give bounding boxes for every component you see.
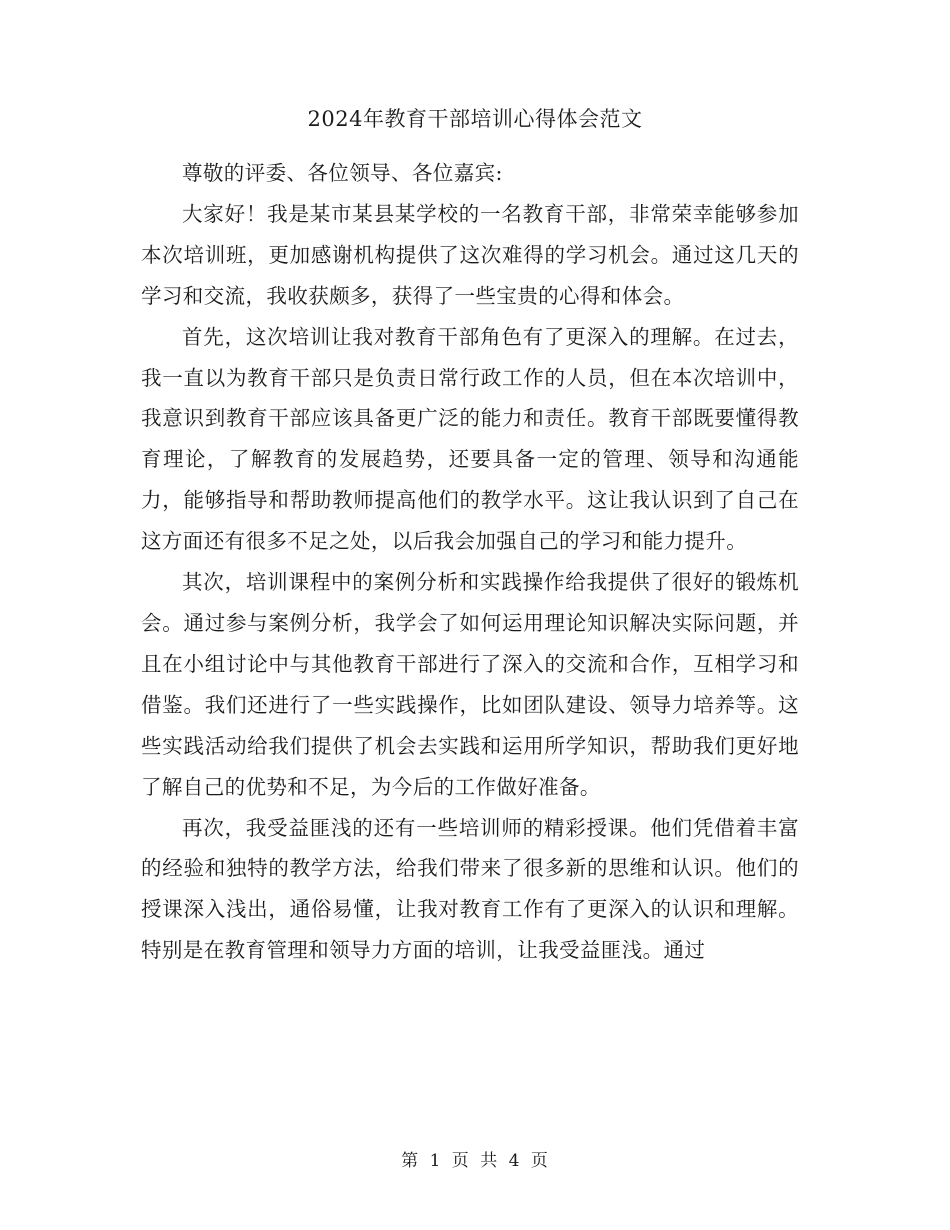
document-body	[141, 153, 799, 971]
paragraph: 再次，我受益匪浅的还有一些培训师的精彩授课。他们凭借着丰富的经验和独特的教学方法，给我们带来了很多新的思维和认识。他们的授课深入浅出，通俗易懂，让我对教育工作有了更深入的认识和理解。特别是在教育管理和领导力方面的培训，让我受益匪浅。通过	[141, 815, 799, 963]
paragraph: 首先，这次培训让我对教育干部角色有了更深入的理解。在过去，我一直以为教育干部只是负责日常行政工作的人员，但在本次培训中，我意识到教育干部应该具备更广泛的能力和责任。教育干部既要懂得教育理论，了解教育的发展趋势，还要具备一定的管理、领导和沟通能力，能够指导和帮助教师提高他们的教学水平。这让我认识到了自己在这方面还有很多不足之处，以后我会加强自己的学习和能力提升。	[141, 324, 799, 554]
paragraph: 其次，培训课程中的案例分析和实践操作给我提供了很好的锻炼机会。通过参与案例分析，我学会了如何运用理论知识解决实际问题，并且在小组讨论中与其他教育干部进行了深入的交流和合作，互相学习和借鉴。我们还进行了一些实践操作，比如团队建设、领导力培养等。这些实践活动给我们提供了机会去实践和运用所学知识，帮助我们更好地了解自己的优势和不足，为今后的工作做好准备。	[141, 570, 799, 799]
paragraph: 大家好！我是某市某县某学校的一名教育干部，非常荣幸能够参加本次培训班，更加感谢机构提供了这次难得的学习机会。通过这几天的学习和交流，我收获颇多，获得了一些宝贵的心得和体会。	[141, 201, 799, 308]
document-title: 2024年教育干部培训心得体会范文	[307, 107, 643, 131]
page-number-footer: 第 1 页 共 4 页	[401, 1151, 549, 1171]
salutation: 尊敬的评委、各位领导、各位嘉宾:	[182, 161, 503, 185]
